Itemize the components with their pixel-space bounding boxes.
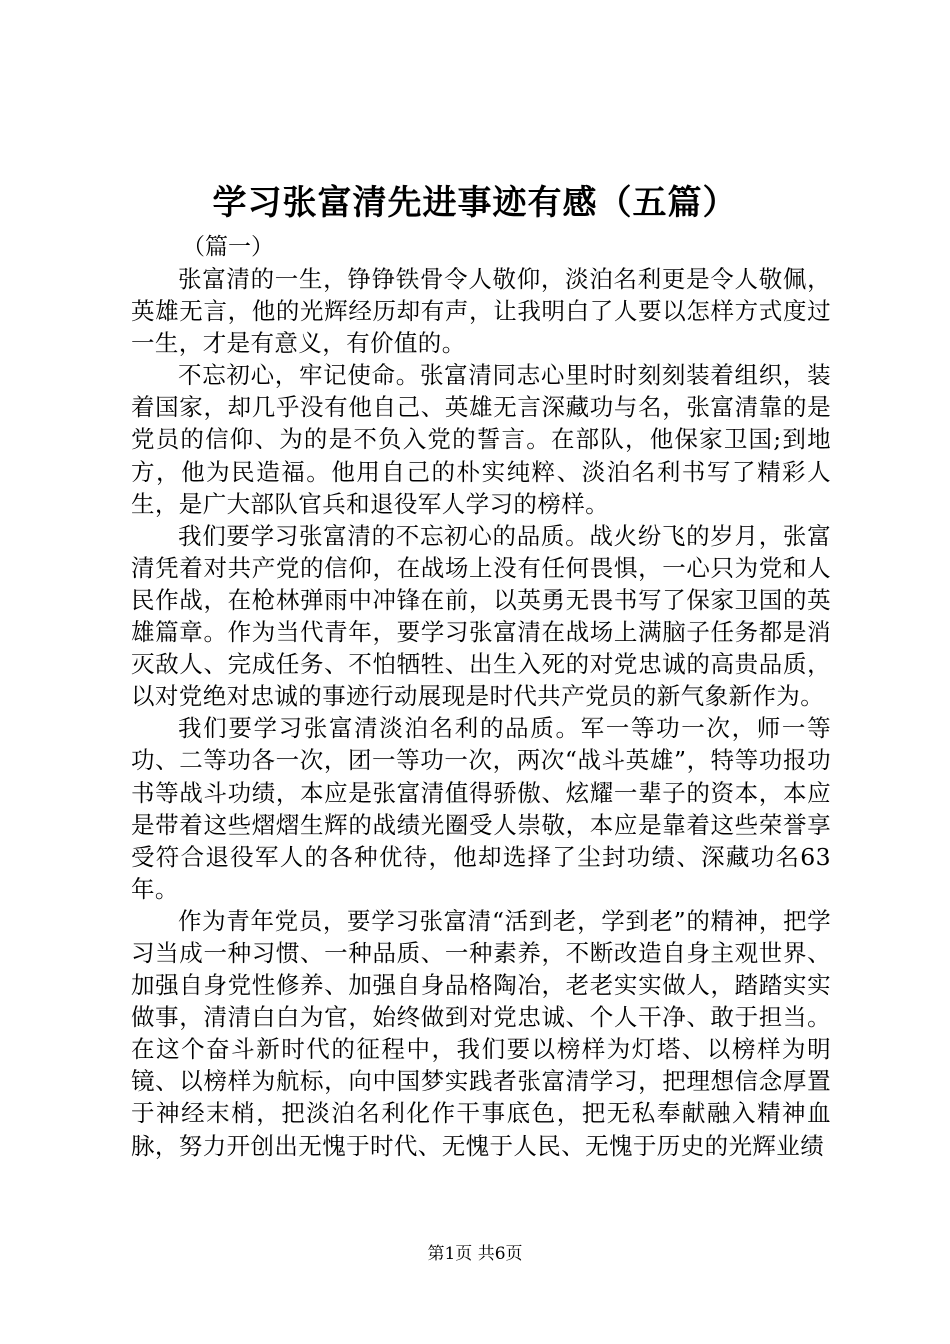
section-label: （篇一）: [182, 234, 274, 260]
paragraph-4: 我们要学习张富清淡泊名利的品质。军一等功一次，师一等功、二等功各一次，团一等功一次，两次“战斗英雄”，特等功报功书等战斗功绩，本应是张富清值得骄傲、炫耀一辈子的资本，本应是带着这些熠熠生辉的战绩光圈受人崇敬，本应是靠着这些荣誉享受符合退役军人的各种优待，他却选择了尘封功绩、深藏功名63年。: [131, 714, 831, 903]
page-footer: 第1页 共6页: [427, 1244, 523, 1264]
document-body: [131, 263, 831, 1162]
document-title: 学习张富清先进事迹有感（五篇）: [212, 183, 738, 223]
paragraph-2: 不忘初心，牢记使命。张富清同志心里时时刻刻装着组织，装着国家，却几乎没有他自己、英雄无言深藏功与名，张富清靠的是党员的信仰、为的是不负入党的誓言。在部队，他保家卫国;到地方，他为民造福。他用自己的朴实纯粹、淡泊名利书写了精彩人生，是广大部队官兵和退役军人学习的榜样。: [131, 361, 831, 518]
paragraph-5: 作为青年党员，要学习张富清“活到老，学到老”的精神，把学习当成一种习惯、一种品质、一种素养，不断改造自身主观世界、加强自身党性修养、加强自身品格陶冶，老老实实做人，踏踏实实做事，清清白白为官，始终做到对党忠诚、个人干净、敢于担当。在这个奋斗新时代的征程中，我们要以榜样为灯塔、以榜样为明镜、以榜样为航标，向中国梦实践者张富清学习，把理想信念厚置于神经末梢，把淡泊名利化作干事底色，把无私奉献融入精神血脉，努力开创出无愧于时代、无愧于人民、无愧于历史的光辉业绩: [131, 906, 831, 1160]
paragraph-3: 我们要学习张富清的不忘初心的品质。战火纷飞的岁月，张富清凭着对共产党的信仰，在战场上没有任何畏惧，一心只为党和人民作战，在枪林弹雨中冲锋在前，以英勇无畏书写了保家卫国的英雄篇章。作为当代青年，要学习张富清在战场上满脑子任务都是消灭敌人、完成任务、不怕牺牲、出生入死的对党忠诚的高贵品质，以对党绝对忠诚的事迹行动展现是时代共产党员的新气象新作为。: [131, 521, 831, 711]
paragraph-1: 张富清的一生，铮铮铁骨令人敬仰，淡泊名利更是令人敬佩，英雄无言，他的光辉经历却有声，让我明白了人要以怎样方式度过一生，才是有意义，有价值的。: [131, 265, 831, 358]
